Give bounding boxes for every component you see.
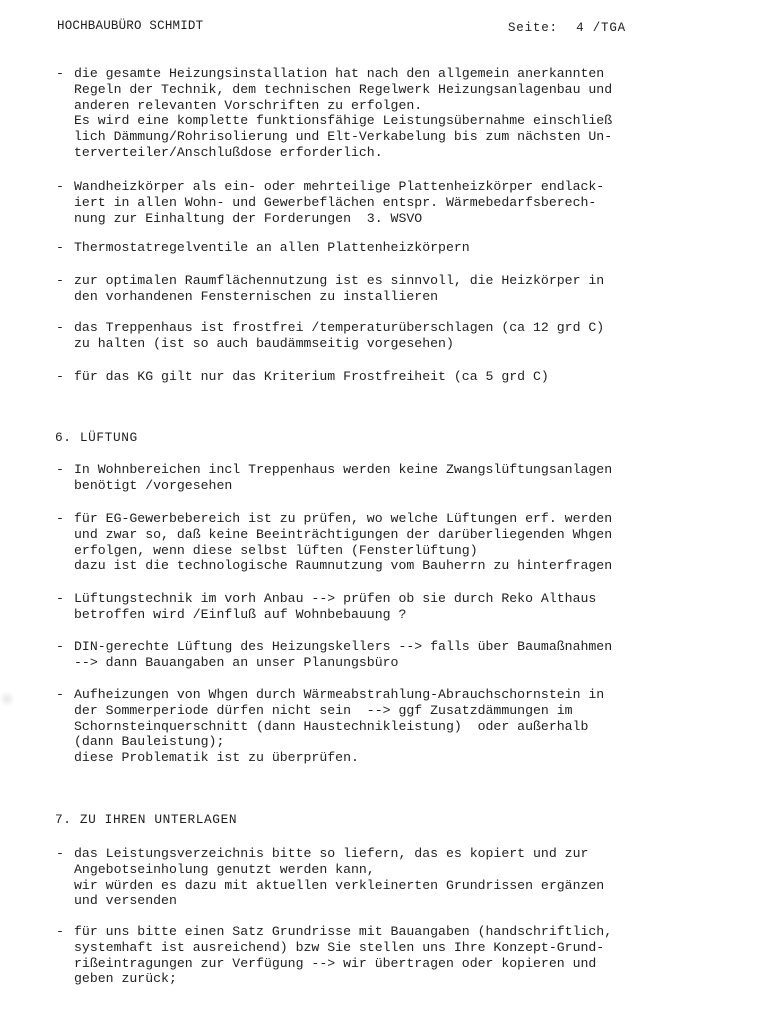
text-line: geben zurück; <box>74 971 177 987</box>
text-line: zur optimalen Raumflächennutzung ist es sinnvoll, die Heizkörper in <box>74 273 605 288</box>
bullet-dash: - <box>56 66 64 81</box>
bullet-item <box>56 240 746 256</box>
bullet-item <box>56 639 746 671</box>
text-line: In Wohnbereichen incl Treppenhaus werden keine Zwangslüftungsanlagen <box>74 462 613 477</box>
text-line: den vorhandenen Fensternischen zu installieren <box>74 288 439 304</box>
page-value: 4 /TGA <box>576 21 626 35</box>
text-line: Thermostatregelventile an allen Plattenheizkörpern <box>74 240 470 255</box>
bullet-text <box>74 687 746 766</box>
bullet-item <box>56 66 746 161</box>
text-line: der Sommerperiode dürfen nicht sein --> ggf Zusatzdämmungen im <box>74 702 573 718</box>
bullet-text <box>74 273 746 305</box>
text-line: für EG-Gewerbebereich ist zu prüfen, wo welche Lüftungen erf. werden <box>74 511 613 526</box>
bullet-dash: - <box>56 846 64 861</box>
text-line: DIN-gerechte Lüftung des Heizungskellers --> falls über Baumaßnahmen <box>74 639 613 654</box>
bullet-item <box>56 511 746 574</box>
bullet-dash: - <box>56 273 64 288</box>
text-line: systemhaft ist ausreichend) bzw Sie stellen uns Ihre Konzept-Grund- <box>74 939 605 955</box>
text-line: die gesamte Heizungsinstallation hat nach den allgemein anerkannten <box>74 66 605 81</box>
bullet-item <box>56 591 746 623</box>
bullet-text <box>74 66 746 161</box>
bullet-dash: - <box>56 320 64 335</box>
text-line: Aufheizungen von Whgen durch Wärmeabstrahlung-Abrauchschornstein in <box>74 687 605 702</box>
text-line: benötigt /vorgesehen <box>74 477 233 493</box>
text-line: und zwar so, daß keine Beeinträchtigungen der darüberliegenden Whgen <box>74 526 613 542</box>
bullet-text <box>74 462 746 494</box>
text-line: lich Dämmung/Rohrisolierung und Elt-Verkabelung bis zum nächsten Un- <box>74 129 613 145</box>
text-line: Wandheizkörper als ein- oder mehrteilige Plattenheizkörper endlack- <box>74 179 605 194</box>
bullet-dash: - <box>56 687 64 702</box>
bullet-dash: - <box>56 924 64 939</box>
bullet-dash: - <box>56 179 64 194</box>
text-line: nung zur Einhaltung der Forderungen 3. WSVO <box>74 210 423 226</box>
bullet-text <box>74 369 746 385</box>
bullet-dash: - <box>56 639 64 654</box>
text-line: Es wird eine komplette funktionsfähige Leistungsübernahme einschließ <box>74 113 613 129</box>
text-line: Lüftungstechnik im vorh Anbau --> prüfen ob sie durch Reko Althaus <box>74 591 597 606</box>
bullet-item <box>56 846 746 909</box>
scan-smudge <box>0 690 14 708</box>
text-line: wir würden es dazu mit aktuellen verkleinerten Grundrissen ergänzen <box>74 877 605 893</box>
text-line: diese Problematik ist zu überprüfen. <box>74 750 359 766</box>
section-7-heading: 7. ZU IHREN UNTERLAGEN <box>55 812 238 827</box>
bullet-text <box>74 320 746 352</box>
text-line: erfolgen, wenn diese selbst lüften (Fensterlüftung) <box>74 542 478 558</box>
text-line: betroffen wird /Einfluß auf Wohnbebauung ? <box>74 606 407 622</box>
bullet-item <box>56 273 746 305</box>
bullet-dash: - <box>56 511 64 526</box>
text-line: iert in allen Wohn- und Gewerbeflächen entspr. Wärmebedarfsberech- <box>74 194 597 210</box>
bullet-text <box>74 924 746 987</box>
text-line: (dann Bauleistung); <box>74 734 225 750</box>
bullet-item <box>56 369 746 385</box>
bullet-item <box>56 462 746 494</box>
page-label: Seite: <box>508 21 558 35</box>
text-line: und versenden <box>74 893 177 909</box>
text-line: für uns bitte einen Satz Grundrisse mit Bauangaben (handschriftlich, <box>74 924 613 939</box>
firm-name: HOCHBAUBÜRO SCHMIDT <box>57 19 204 33</box>
text-line: Angebotseinholung genutzt werden kann, <box>74 861 375 877</box>
bullet-dash: - <box>56 240 64 255</box>
bullet-text <box>74 846 746 909</box>
bullet-item <box>56 924 746 987</box>
bullet-text <box>74 511 746 574</box>
text-line: Schornsteinquerschnitt (dann Haustechnikleistung) oder außerhalb <box>74 718 589 734</box>
text-line: anderen relevanten Vorschriften zu erfolgen. <box>74 97 423 113</box>
text-line: Regeln der Technik, dem technischen Regelwerk Heizungsanlagenbau und <box>74 81 613 97</box>
text-line: zu halten (ist so auch baudämmseitig vorgesehen) <box>74 335 454 351</box>
text-line: für das KG gilt nur das Kriterium Frostfreiheit (ca 5 grd C) <box>74 369 549 384</box>
bullet-text <box>74 240 746 256</box>
bullet-dash: - <box>56 591 64 606</box>
page-indicator <box>508 21 626 35</box>
bullet-dash: - <box>56 462 64 477</box>
section-6-heading: 6. LÜFTUNG <box>55 430 138 445</box>
bullet-item <box>56 320 746 352</box>
text-line: dazu ist die technologische Raumnutzung vom Bauherrn zu hinterfragen <box>74 558 613 574</box>
bullet-dash: - <box>56 369 64 384</box>
bullet-text <box>74 591 746 623</box>
bullet-text <box>74 639 746 671</box>
bullet-item <box>56 687 746 766</box>
text-line: rißeintragungen zur Verfügung --> wir übertragen oder kopieren und <box>74 955 597 971</box>
bullet-text <box>74 179 746 226</box>
bullet-item <box>56 179 746 226</box>
text-line: das Treppenhaus ist frostfrei /temperaturüberschlagen (ca 12 grd C) <box>74 320 605 335</box>
text-line: --> dann Bauangaben an unser Planungsbüro <box>74 654 399 670</box>
text-line: terverteiler/Anschlußdose erforderlich. <box>74 144 383 160</box>
text-line: das Leistungsverzeichnis bitte so liefern, das es kopiert und zur <box>74 846 589 861</box>
